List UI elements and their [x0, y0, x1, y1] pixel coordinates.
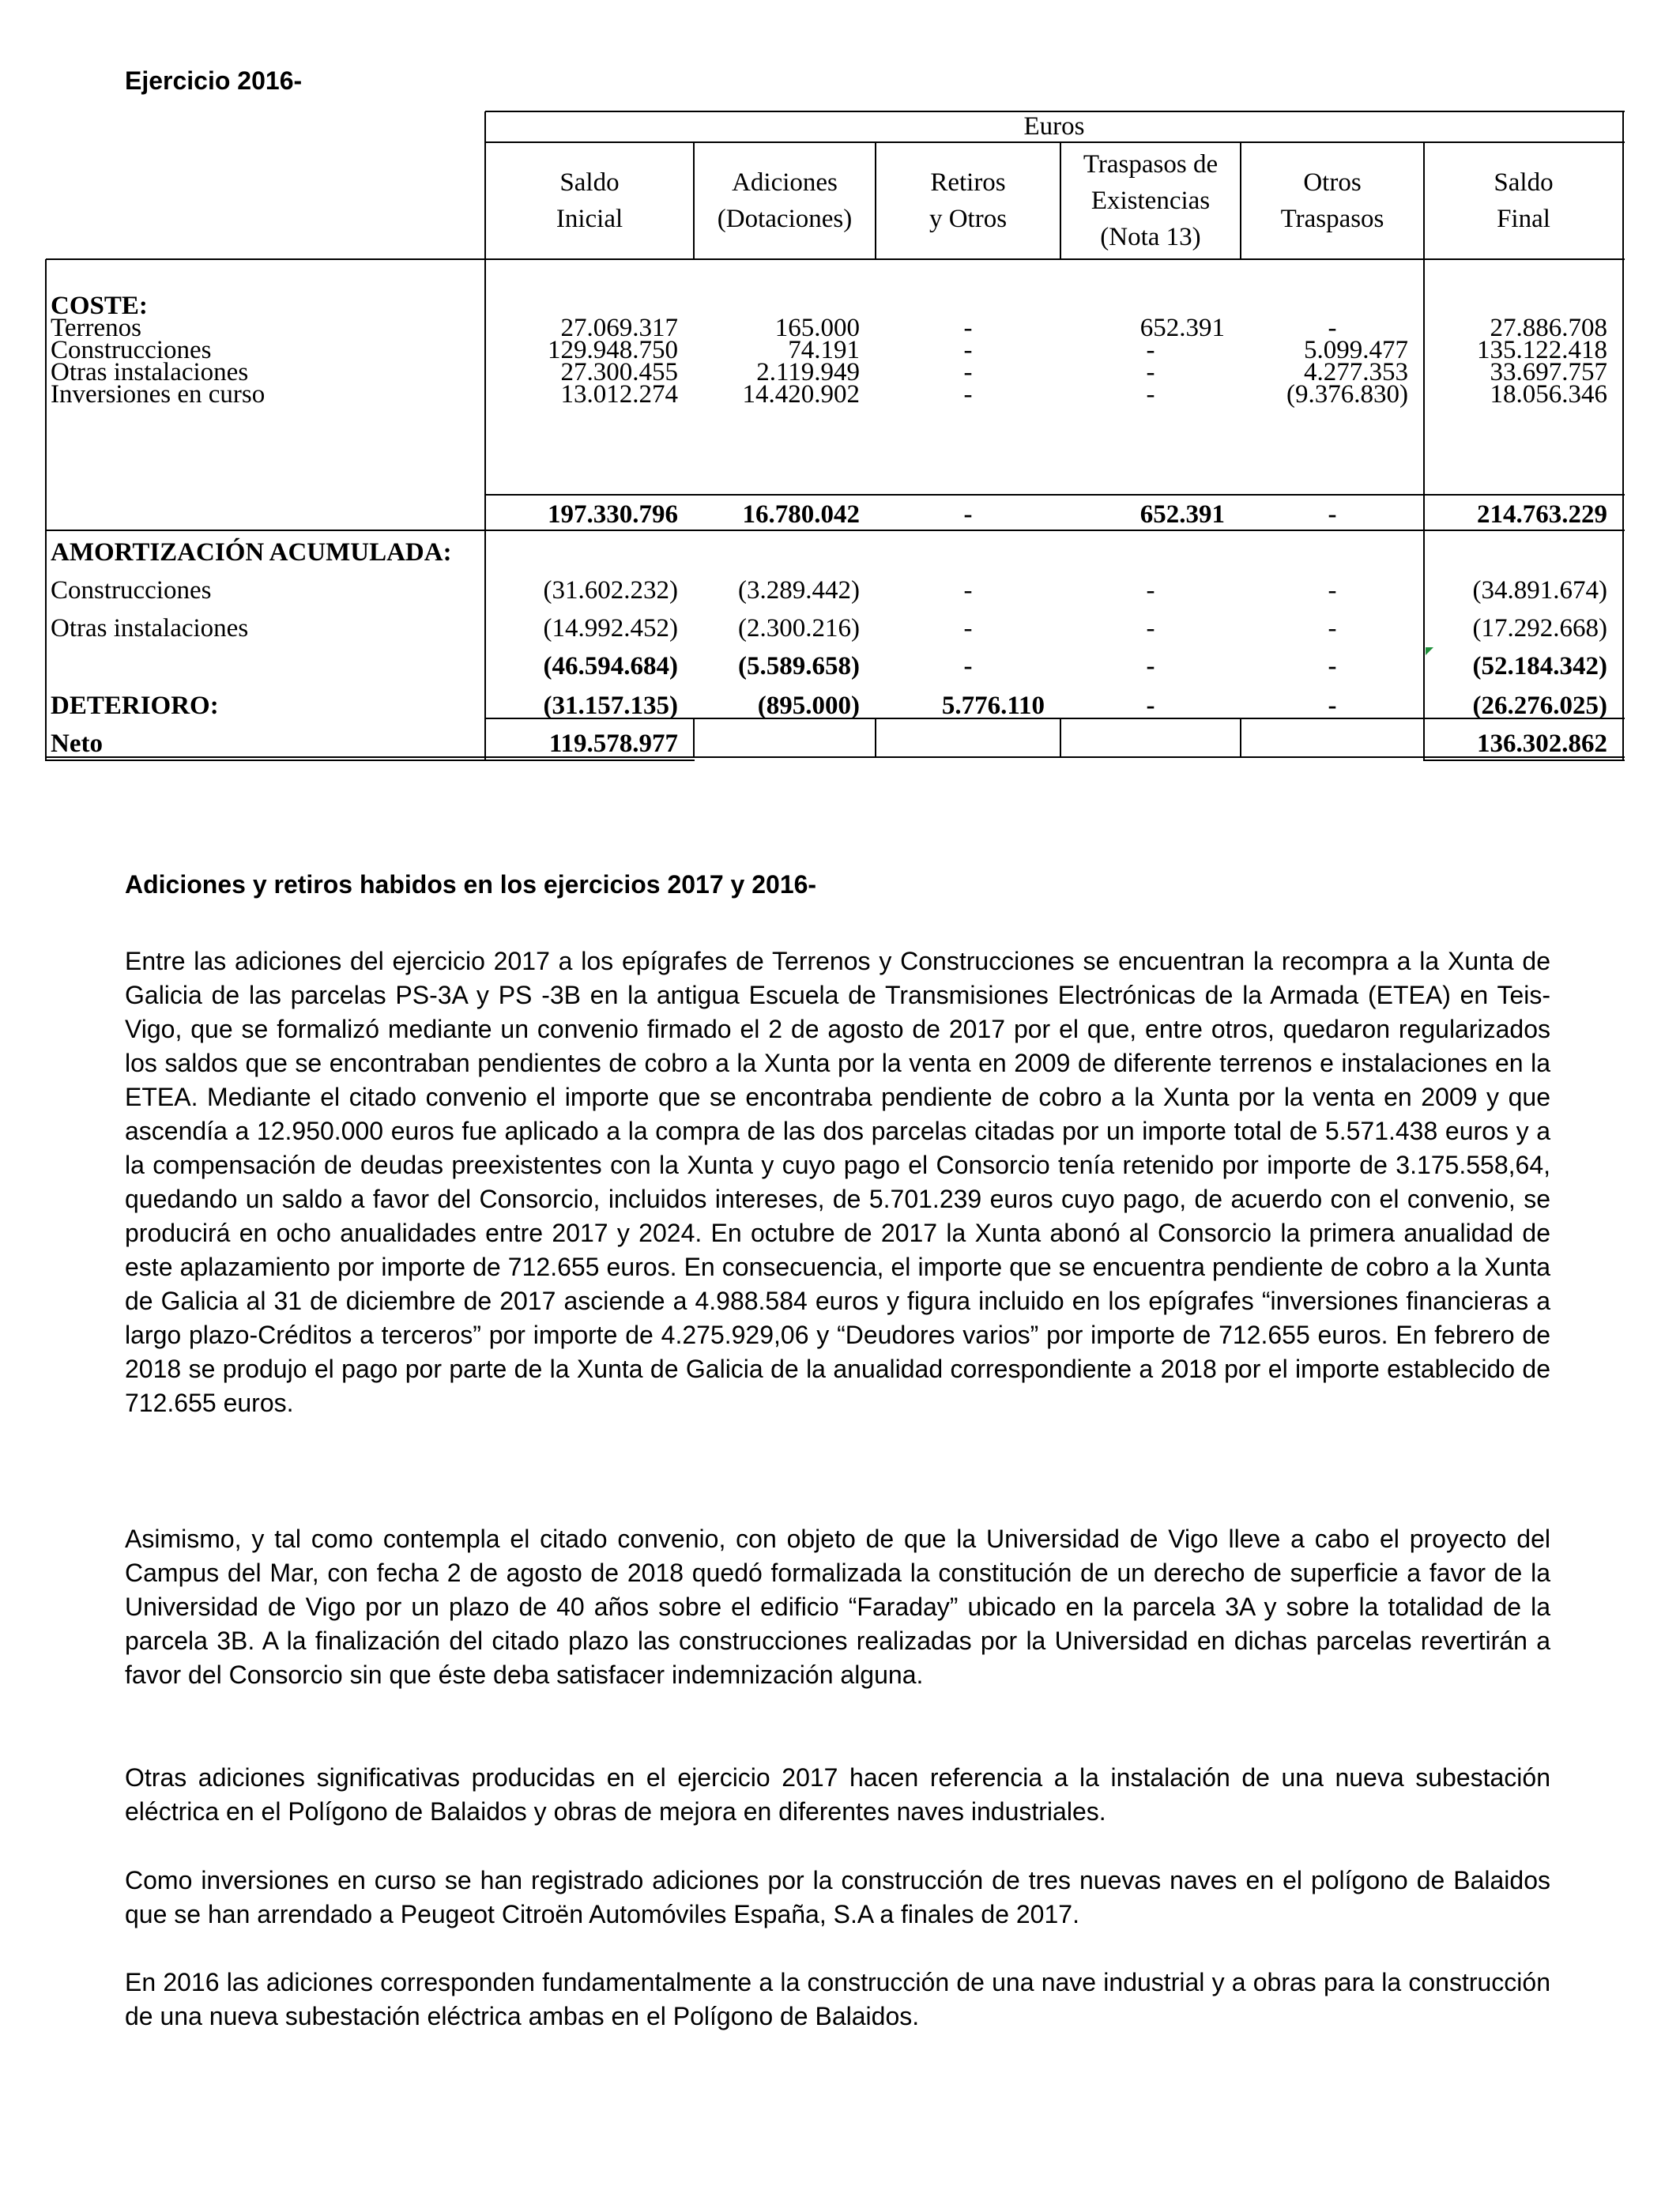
table-cell: 14.420.902: [742, 380, 860, 409]
table-cell: (895.000): [757, 692, 860, 720]
table-cell: 74.191: [788, 336, 860, 364]
euros-header: Euros: [1023, 112, 1085, 141]
paragraph-convenio-xunta: Entre las adiciones del ejercicio 2017 a los epígrafes de Terrenos y Construcciones se encuentran la recompra a la Xunta de Galicia de las parcelas PS-3A y PS -3B en la antigua Escuela de Transmisiones Electrónicas de la Armada (ETEA) en Teis-Vigo, que se formalizó mediante un convenio firmado el 2 de agosto de 2017 por el que, entre otros, quedaron regularizados los saldos que se encontraban pendientes de cobro a la Xunta por la venta en 2009 de diferente terrenos e instalaciones en la ETEA. Mediante el citado convenio el importe que se encontraba pendiente de cobro a la Xunta por la venta en 2009 y que ascendía a 12.950.000 euros fue aplicado a la compra de las dos parcelas citadas por un importe total de 5.571.438 euros y a la compensación de deudas preexistentes con la Xunta y cuyo pago el Consorcio tenía retenido por importe de 3.175.558,64, quedando un saldo a favor del Consorcio, incluidos intereses, de 5.701.239 euros cuyo pago, de acuerdo con el convenio, se producirá en ocho anualidades entre 2017 y 2024. En octubre de 2017 la Xunta abonó al Consorcio la primera anualidad de este aplazamiento por importe de 712.655 euros. En consecuencia, el importe que se encuentra pendiente de cobro a la Xunta de Galicia al 31 de diciembre de 2017 asciende a 4.988.584 euros y figura incluido en los epígrafes “inversiones financieras a largo plazo-Créditos a terceros” por importe de 4.275.929,06 y “Deudores varios” por importe de 712.655 euros. En febrero de 2018 se produjo el pago por parte de la Xunta de Galicia de la anualidad correspondiente a 2018 por el importe establecido de 712.655 euros.: [125, 947, 1550, 1417]
table-cell: -: [1328, 500, 1337, 529]
table-cell: -: [1146, 614, 1155, 643]
table-rule: [46, 258, 1625, 260]
deterioro-label: DETERIORO:: [51, 692, 219, 720]
paragraph-derecho-superficie: Asimismo, y tal como contempla el citado convenio, con objeto de que la Universidad de Vigo lleve a cabo el proyecto del Campus del Mar, con fecha 2 de agosto de 2018 quedó formalizada la constitución de un derecho de superficie a favor de la Universidad de Vigo por un plazo de 40 años sobre el edificio “Faraday” ubicado en la parcela 3A y sobre la totalidad de la parcela 3B. A la finalización del citado plazo las construcciones realizadas por la Universidad en dichas parcelas revertirán a favor del Consorcio sin que éste deba satisfacer indemnización alguna.: [125, 1525, 1550, 1689]
table-cell: -: [963, 614, 973, 643]
neto-final: 136.302.862: [1477, 729, 1607, 758]
table-cell: (34.891.674): [1472, 576, 1607, 605]
table-rule: [46, 530, 1625, 531]
table-cell: 652.391: [1139, 500, 1225, 529]
table-cell: 197.330.796: [548, 500, 678, 529]
table-rule: [875, 718, 876, 757]
section-2016-title: Ejercicio 2016-: [125, 66, 303, 95]
row-label: Construcciones: [51, 576, 212, 605]
table-cell: -: [963, 336, 973, 364]
table-cell: 129.948.750: [548, 336, 678, 364]
table-cell: (3.289.442): [738, 576, 860, 605]
table-cell: -: [963, 314, 973, 342]
neto-initial: 119.578.977: [548, 729, 678, 758]
table-cell: -: [1328, 314, 1337, 342]
row-label: Terrenos: [51, 314, 141, 342]
table-cell: (9.376.830): [1286, 380, 1408, 409]
table-cell: (31.157.135): [543, 692, 678, 720]
table-cell: -: [963, 652, 973, 680]
table-cell: -: [1328, 576, 1337, 605]
table-cell: 27.069.317: [560, 314, 678, 342]
table-cell: 5.776.110: [941, 692, 1045, 720]
paragraph-otras-adiciones: Otras adiciones significativas producidas en el ejercicio 2017 hacen referencia a la instalación de una nueva subestación eléctrica en el Polígono de Balaidos y obras de mejora en diferentes naves industriales.: [125, 1763, 1550, 1826]
table-cell: (2.300.216): [738, 614, 860, 643]
table-rule: [693, 718, 695, 757]
table-cell: (5.589.658): [738, 652, 860, 680]
table-cell: 214.763.229: [1477, 500, 1607, 529]
column-header: Adiciones (Dotaciones): [717, 168, 853, 233]
column-header: Retiros y Otros: [929, 168, 1008, 233]
table-cell: (17.292.668): [1472, 614, 1607, 643]
table-rule: [485, 494, 1625, 496]
table-cell: 135.122.418: [1477, 336, 1607, 364]
table-rule: [1240, 718, 1241, 757]
table-cell: 18.056.346: [1490, 380, 1607, 409]
table-cell: 165.000: [774, 314, 860, 342]
table-cell: 16.780.042: [742, 500, 860, 529]
table-cell: 27.886.708: [1490, 314, 1607, 342]
table-cell: (26.276.025): [1472, 692, 1607, 720]
table-rule: [45, 259, 47, 761]
table-cell: -: [1146, 576, 1155, 605]
row-label: Otras instalaciones: [51, 614, 249, 643]
table-cell: (31.602.232): [543, 576, 678, 605]
table-cell: 4.277.353: [1304, 358, 1408, 386]
table-cell: 652.391: [1139, 314, 1225, 342]
table-cell: -: [1328, 614, 1337, 643]
table-cell: (14.992.452): [543, 614, 678, 643]
table-cell: -: [1328, 692, 1337, 720]
table-cell: -: [963, 500, 973, 529]
table-cell: (46.594.684): [543, 652, 678, 680]
table-rule: [1060, 718, 1061, 757]
neto-blank: [695, 758, 1423, 762]
table-cell: 13.012.274: [560, 380, 678, 409]
row-label: Construcciones: [51, 336, 212, 364]
table-cell: 33.697.757: [1490, 358, 1607, 386]
table-cell: 2.119.949: [756, 358, 860, 386]
column-header: Saldo Final: [1494, 168, 1554, 233]
table-cell: 27.300.455: [560, 358, 678, 386]
table-cell: -: [963, 358, 973, 386]
table-cell: (52.184.342): [1472, 652, 1607, 680]
row-label: Otras instalaciones: [51, 358, 249, 386]
table-cell: -: [963, 380, 973, 409]
table-cell: -: [1146, 358, 1155, 386]
column-header: Otros Traspasos: [1280, 168, 1384, 233]
fixed-assets-table: [46, 111, 1625, 761]
table-cell: -: [1146, 692, 1155, 720]
paragraph-inversiones-en-curso: Como inversiones en curso se han registrado adiciones por la construcción de tres nuevas naves en el polígono de Balaidos que se han arrendado a Peugeot Citroën Automóviles España, S.A a finales de 2017.: [125, 1866, 1550, 1928]
coste-heading: COSTE:: [51, 292, 148, 320]
additions-section-title: Adiciones y retiros habidos en los ejercicios 2017 y 2016-: [125, 870, 817, 899]
table-cell: -: [1328, 652, 1337, 680]
table-cell: -: [1146, 652, 1155, 680]
cell-comment-marker: [1426, 647, 1433, 655]
table-cell: -: [963, 576, 973, 605]
column-header: Traspasos de Existencias (Nota 13): [1083, 150, 1219, 251]
column-header: Saldo Inicial: [556, 168, 623, 233]
neto-label: Neto: [51, 729, 103, 758]
row-label: Inversiones en curso: [51, 380, 266, 409]
table-cell: -: [1146, 336, 1155, 364]
table-cell: 5.099.477: [1304, 336, 1408, 364]
paragraph-adiciones-2016: En 2016 las adiciones corresponden fundamentalmente a la construcción de una nave industrial y a obras para la construcción de una nueva subestación eléctrica ambas en el Polígono de Balaidos.: [125, 1968, 1550, 2030]
amortizacion-heading: AMORTIZACIÓN ACUMULADA:: [51, 538, 452, 567]
table-cell: -: [1146, 380, 1155, 409]
